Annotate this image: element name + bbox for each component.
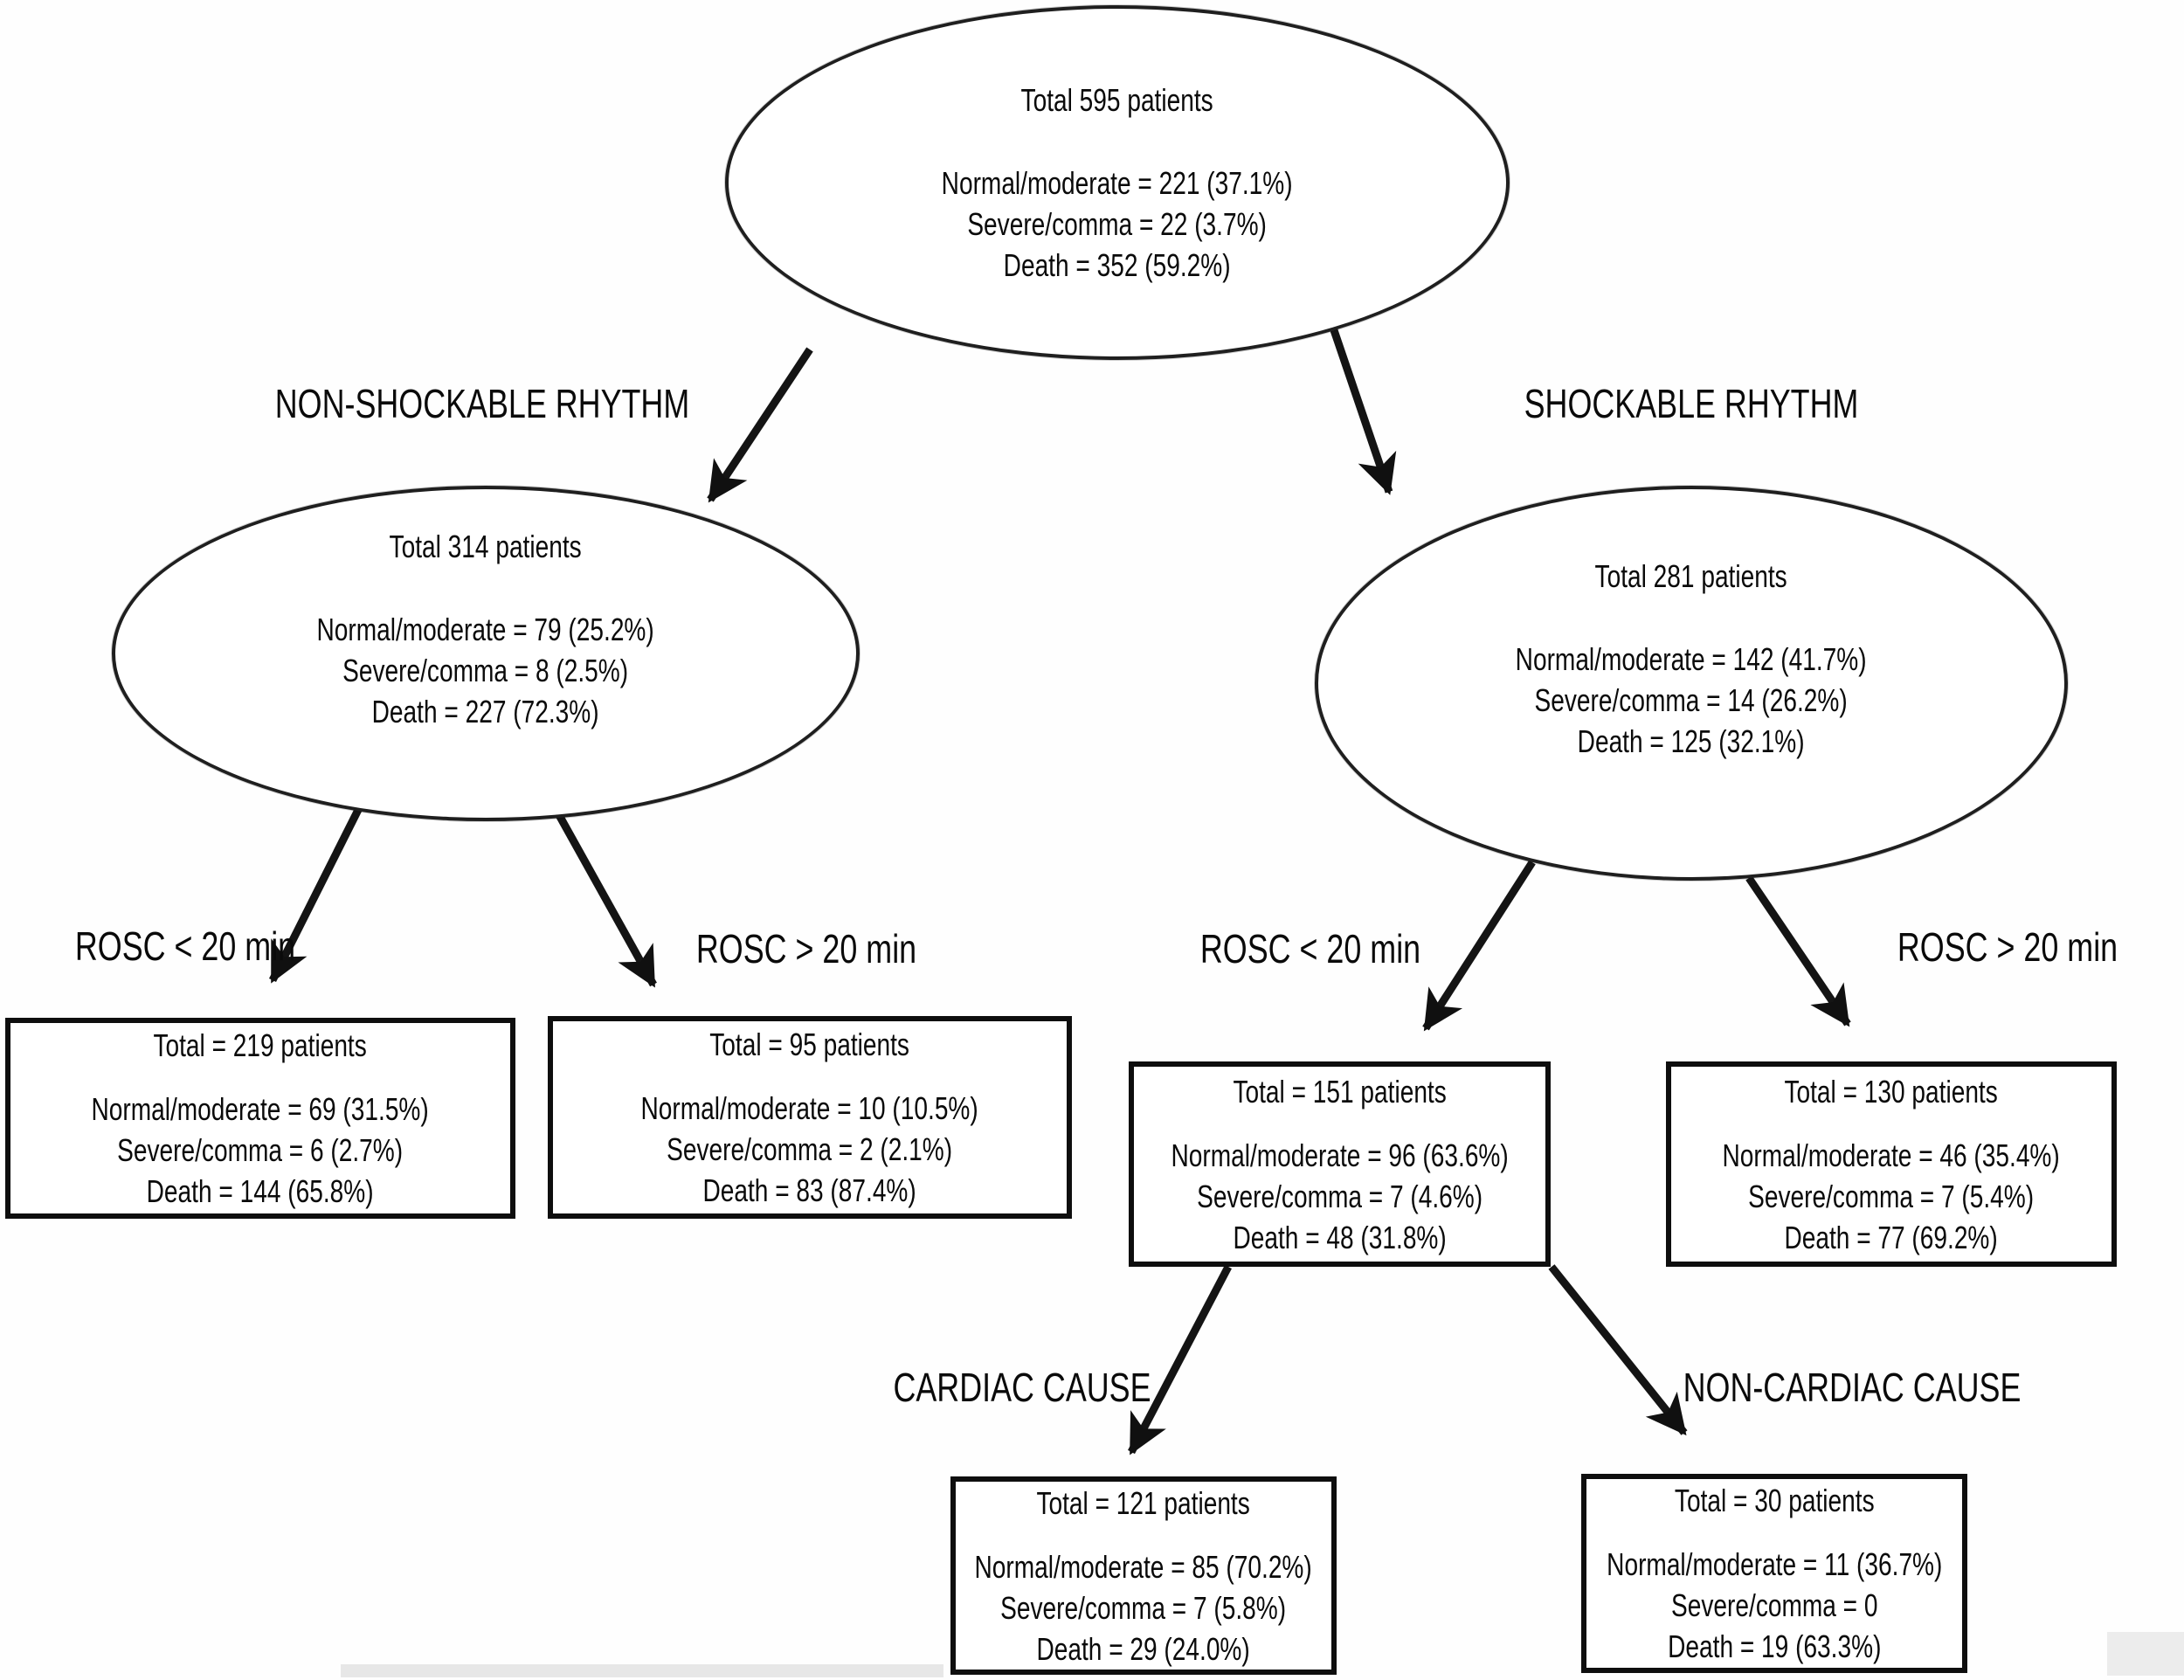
- node-s-rosc-under-20: [1129, 1061, 1551, 1267]
- node-line: Severe/comma = 8 (2.5%): [342, 653, 629, 688]
- node-title: Total = 95 patients: [709, 1027, 910, 1062]
- node-line: Normal/moderate = 85 (70.2%): [974, 1548, 1313, 1585]
- node-line: Normal/moderate = 142 (41.7%): [1516, 641, 1867, 677]
- node-title: Total = 219 patients: [153, 1027, 368, 1063]
- branch-label-rosc-over-20-left: ROSC > 20 min: [695, 926, 917, 971]
- node-line: Normal/moderate = 96 (63.6%): [1171, 1137, 1509, 1173]
- node-title: Total = 151 patients: [1233, 1073, 1447, 1110]
- branch-label-rosc-under-20-left: ROSC < 20 min: [74, 923, 296, 969]
- node-line: Death = 125 (32.1%): [1578, 723, 1805, 759]
- node-line: Normal/moderate = 79 (25.2%): [316, 612, 655, 647]
- node-line: Severe/comma = 6 (2.7%): [117, 1132, 404, 1168]
- node-line: Severe/comma = 0: [1670, 1587, 1878, 1623]
- node-line: Death = 227 (72.3%): [372, 694, 599, 729]
- arrow-rosc-under-20-to-non-cardiac: [1552, 1267, 1684, 1433]
- node-title: Total 281 patients: [1594, 558, 1788, 594]
- node-ns-rosc-over-20: [548, 1016, 1072, 1219]
- arrow-rosc-under-20-to-cardiac: [1131, 1267, 1228, 1452]
- node-line: Severe/comma = 22 (3.7%): [967, 206, 1268, 242]
- node-title: Total 314 patients: [389, 529, 583, 564]
- node-title: Total = 130 patients: [1784, 1073, 1999, 1110]
- node-line: Death = 352 (59.2%): [1004, 247, 1231, 283]
- node-line: Severe/comma = 7 (4.6%): [1197, 1178, 1482, 1214]
- node-line: Severe/comma = 14 (26.2%): [1534, 682, 1849, 718]
- node-total-patients: [725, 5, 1510, 360]
- node-title: Total = 121 patients: [1036, 1484, 1251, 1521]
- node-s-rosc-over-20: [1666, 1061, 2117, 1267]
- node-line: Normal/moderate = 10 (10.5%): [640, 1090, 979, 1126]
- arrow-shockable-to-rosc-under-20: [1426, 862, 1532, 1028]
- node-line: Severe/comma = 2 (2.1%): [667, 1131, 953, 1167]
- node-ns-rosc-under-20: [5, 1018, 515, 1219]
- node-line: Death = 77 (69.2%): [1784, 1219, 1999, 1255]
- node-line: Death = 48 (31.8%): [1233, 1219, 1447, 1255]
- branch-label-rosc-over-20-right: ROSC > 20 min: [1897, 924, 2118, 970]
- node-line: Death = 29 (24.0%): [1036, 1630, 1251, 1667]
- node-line: Severe/comma = 7 (5.4%): [1748, 1178, 2035, 1214]
- node-line: Death = 144 (65.8%): [147, 1173, 374, 1209]
- node-non-shockable: [112, 486, 860, 821]
- branch-label-cardiac-cause: CARDIAC CAUSE: [893, 1365, 1151, 1410]
- node-line: Severe/comma = 7 (5.8%): [1000, 1589, 1287, 1626]
- node-line: Death = 19 (63.3%): [1667, 1628, 1882, 1664]
- node-line: Normal/moderate = 69 (31.5%): [91, 1091, 430, 1127]
- branch-label-non-cardiac-cause: NON-CARDIAC CAUSE: [1683, 1365, 2022, 1410]
- arrow-nonshockable-to-rosc-over-20: [559, 815, 653, 985]
- node-cardiac-cause: [950, 1476, 1337, 1675]
- node-shockable: [1315, 486, 2068, 881]
- node-line: Normal/moderate = 46 (35.4%): [1722, 1137, 2061, 1173]
- node-title: Total 595 patients: [1020, 82, 1214, 118]
- node-line: Normal/moderate = 221 (37.1%): [942, 165, 1293, 201]
- arrow-shockable-to-rosc-over-20: [1749, 878, 1848, 1024]
- node-line: Normal/moderate = 11 (36.7%): [1606, 1546, 1943, 1582]
- arrow-total-to-shockable: [1334, 330, 1389, 492]
- branch-label-shockable-rhythm: SHOCKABLE RHYTHM: [1524, 381, 1859, 426]
- branch-label-rosc-under-20-right: ROSC < 20 min: [1199, 926, 1421, 971]
- branch-label-non-shockable-rhythm: NON-SHOCKABLE RHYTHM: [274, 381, 690, 426]
- arrow-total-to-non-shockable: [710, 349, 810, 500]
- node-line: Death = 83 (87.4%): [702, 1172, 917, 1208]
- node-title: Total = 30 patients: [1674, 1483, 1875, 1518]
- node-non-cardiac-cause: [1581, 1474, 1967, 1673]
